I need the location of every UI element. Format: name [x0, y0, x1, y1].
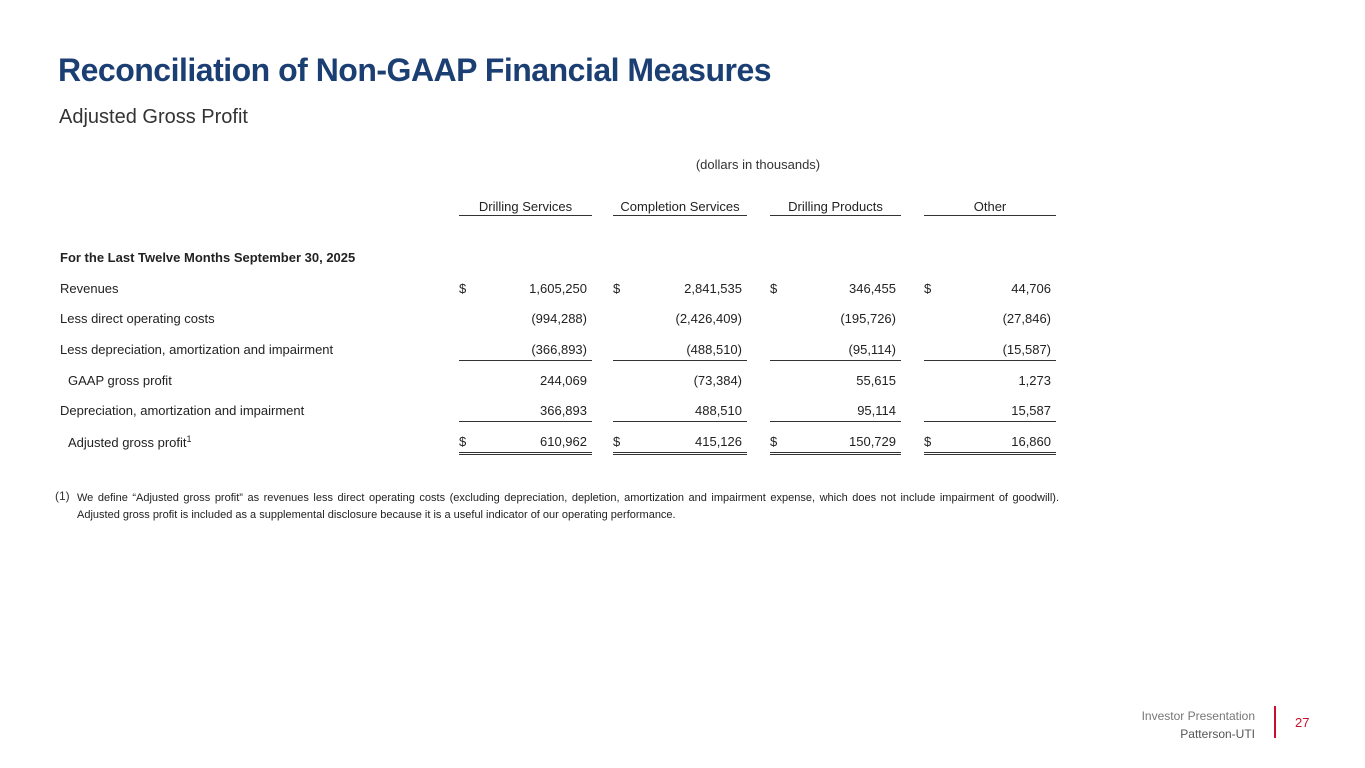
- row-label-revenues: Revenues: [60, 281, 119, 296]
- presentation-label: Investor Presentation: [1141, 709, 1255, 723]
- dollar-sign: $: [924, 281, 932, 296]
- cell-value: (994,288): [531, 311, 587, 326]
- row-label-depreciation: Depreciation, amortization and impairment: [60, 403, 305, 418]
- footer-label: [1142, 707, 1255, 743]
- table-cell: [924, 434, 1056, 455]
- table-cell: [770, 342, 901, 361]
- table-cell: [924, 342, 1056, 361]
- footnote-text: We define “Adjusted gross profit” as revenues less direct operating costs (excluding depreciation, depletion, amortization and impairment expense, which does not include impairment of goodwill). Adjusted gross profit is included as a supplemental disclosure because it is a useful indicator of our operating performance.: [77, 492, 1059, 521]
- cell-value: 44,706: [1011, 281, 1051, 296]
- table-cell: [459, 434, 592, 455]
- company-name: Patterson-UTI: [1180, 727, 1255, 741]
- cell-value: (73,384): [693, 373, 742, 388]
- table-cell: [924, 373, 1056, 391]
- dollar-sign: $: [924, 434, 932, 449]
- table-cell: [770, 373, 901, 391]
- table-cell: [924, 311, 1056, 329]
- dollar-sign: $: [459, 281, 467, 296]
- table-cell: [613, 373, 747, 391]
- table-cell: [924, 403, 1056, 422]
- row-label-direct-operating-costs: Less direct operating costs: [60, 311, 215, 326]
- table-cell: [613, 434, 747, 455]
- table-cell: [459, 342, 592, 361]
- table-cell: [770, 281, 901, 299]
- cell-value: 488,510: [695, 403, 742, 418]
- cell-value: 16,860: [1011, 434, 1051, 449]
- cell-value: (488,510): [686, 342, 742, 357]
- row-label-gaap-gross-profit: GAAP gross profit: [68, 373, 172, 388]
- page-subtitle: Adjusted Gross Profit: [59, 106, 248, 128]
- cell-value: 1,273: [1018, 373, 1051, 388]
- cell-value: 244,069: [540, 373, 587, 388]
- cell-value: (195,726): [840, 311, 896, 326]
- dollar-sign: $: [770, 434, 778, 449]
- cell-value: (2,426,409): [675, 311, 742, 326]
- cell-value: 346,455: [849, 281, 896, 296]
- table-cell: [770, 311, 901, 329]
- table-cell: [924, 281, 1056, 299]
- footnote-reference: 1: [186, 434, 192, 444]
- units-note: (dollars in thousands): [695, 157, 821, 172]
- cell-value: 366,893: [540, 403, 587, 418]
- cell-value: (366,893): [531, 342, 587, 357]
- row-label-adjusted-gross-profit: [68, 434, 192, 450]
- cell-value: 1,605,250: [529, 281, 587, 296]
- table-cell: [613, 403, 747, 422]
- cell-value: 95,114: [857, 403, 896, 418]
- period-label: For the Last Twelve Months September 30, 2025: [60, 250, 356, 265]
- table-cell: [770, 434, 901, 455]
- cell-value: (15,587): [1002, 342, 1051, 357]
- cell-value: (27,846): [1002, 311, 1051, 326]
- dollar-sign: $: [770, 281, 778, 296]
- table-cell: [613, 281, 747, 299]
- table-cell: [459, 373, 592, 391]
- column-header-completion-services: Completion Services: [613, 199, 747, 216]
- cell-value: 2,841,535: [684, 281, 742, 296]
- table-cell: [613, 311, 747, 329]
- column-header-other: Other: [924, 199, 1056, 216]
- cell-value: 415,126: [695, 434, 742, 449]
- cell-value: (95,114): [848, 342, 896, 357]
- dollar-sign: $: [459, 434, 467, 449]
- footnote-marker: (1): [55, 489, 70, 503]
- table-cell: [459, 403, 592, 422]
- page-title: Reconciliation of Non-GAAP Financial Measures: [58, 52, 772, 88]
- table-cell: [459, 311, 592, 329]
- column-header-drilling-services: Drilling Services: [459, 199, 592, 216]
- table-cell: [770, 403, 901, 422]
- dollar-sign: $: [613, 281, 621, 296]
- row-label-less-depreciation: Less depreciation, amortization and impairment: [60, 342, 334, 357]
- cell-value: 610,962: [540, 434, 587, 449]
- table-cell: [459, 281, 592, 299]
- cell-value: 55,615: [856, 373, 896, 388]
- cell-value: 150,729: [849, 434, 896, 449]
- footer-divider: [1274, 706, 1276, 738]
- adjusted-gross-profit-label-text: Adjusted gross profit: [68, 435, 187, 450]
- column-header-drilling-products: Drilling Products: [770, 199, 901, 216]
- page-number: 27: [1295, 715, 1310, 730]
- cell-value: 15,587: [1011, 403, 1051, 418]
- dollar-sign: $: [613, 434, 621, 449]
- table-cell: [613, 342, 747, 361]
